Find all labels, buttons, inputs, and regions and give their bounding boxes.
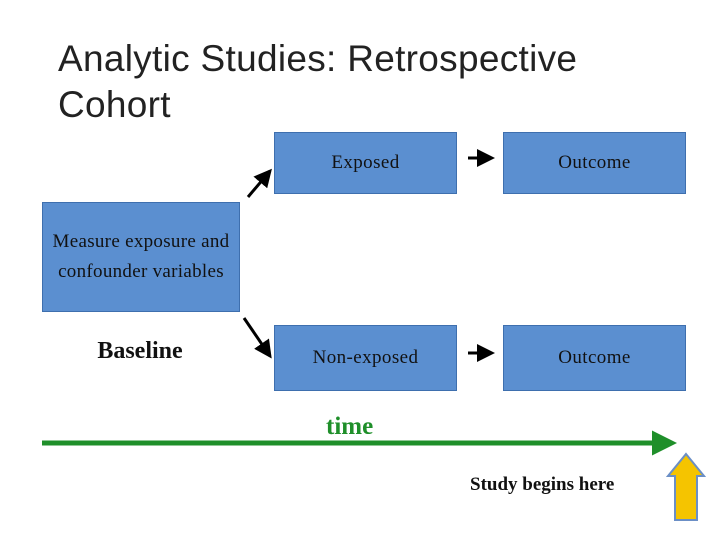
non-exposed-label: Non-exposed: [312, 347, 419, 368]
baseline-label: Baseline: [97, 338, 183, 364]
arrow-to-exposed: [248, 171, 270, 197]
outcome-top-label: Outcome: [558, 152, 631, 173]
slide-title: Analytic Studies: Retrospective Cohort: [58, 38, 578, 125]
measure-exposure-label: Measure exposure and confounder variables: [52, 231, 230, 282]
study-start-arrow-icon: [668, 454, 704, 520]
study-begins-label: Study begins here: [470, 474, 615, 495]
time-label: time: [326, 413, 374, 440]
outcome-bottom-label: Outcome: [558, 347, 631, 368]
exposed-label: Exposed: [331, 152, 400, 173]
arrow-to-non-exposed: [244, 318, 270, 356]
